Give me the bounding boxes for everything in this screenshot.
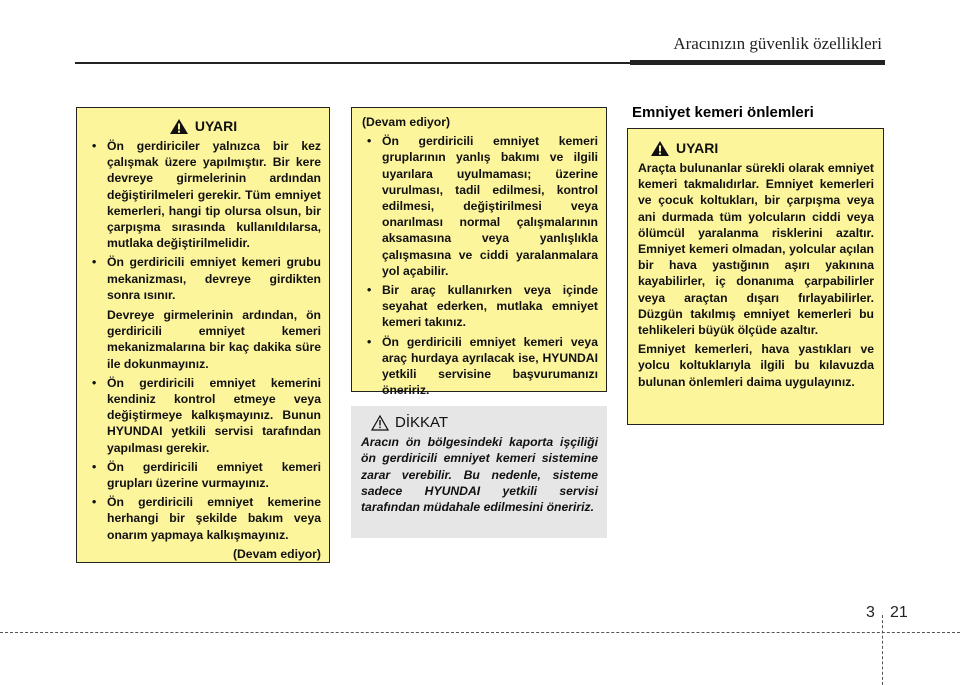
footer-rule: [0, 632, 960, 633]
caution-text: Aracın ön bölgesindeki kaporta işçiliği ön gerdiricili emniyet kemeri sistemine zarar verebilir. Bu nedenle, sisteme sadece HYUNDAI yetkili servisi tarafından müdahale edilmesini öneririz.: [361, 435, 598, 515]
caution-title: DİKKAT: [395, 414, 449, 431]
warning-box-1: [76, 107, 330, 563]
caution-heading: [361, 415, 598, 431]
caution-box: [351, 406, 607, 538]
footer-divider: [882, 615, 883, 685]
list-item: • Bir araç kullanırken veya içinde seyahat ederken, mutlaka emniyet kemeri takınız.: [367, 283, 598, 330]
warning-title: UYARI: [676, 140, 719, 157]
list-item: • Ön gerdiricili emniyet kemerini kendiniz kontrol etmeye veya değiştirmeye kalkışmayınız. Bunun HYUNDAI yetkili servisi tarafından yapılması gerekir.: [92, 375, 321, 455]
list-item: • Ön gerdiricili emniyet kemeri grupları üzerine vurmayınız.: [92, 459, 321, 491]
warning-triangle-icon: [169, 118, 189, 135]
continued-label: (Devam ediyor): [362, 115, 451, 129]
list-item: • Ön gerdiricili emniyet kemeri grubu mekanizması, devreye girdikten sonra ısınır. Devreye girmelerinin ardından, ön gerdiricili emniyet kemeri mekanizmalarına bir kaç dakika süre ile dokunmayınız.: [92, 255, 321, 371]
list-item: • Ön gerdiricili emniyet kemeri veya araç hurdaya ayrılacak ise, HYUNDAI yetkili servisine başvurumanızı öneririz.: [367, 334, 598, 398]
warning-title: UYARI: [194, 118, 238, 135]
list-item-extra: Devreye girmelerinin ardından, ön gerdiricili emniyet kemeri mekanizmalarına bir kaç dakika süre ile dokunmayınız.: [107, 308, 321, 371]
warning-triangle-icon: [650, 140, 670, 157]
warning-paragraph: Emniyet kemerleri, hava yastıkları ve yolcu koltuklarıyla ilgili bu kılavuzda bulunan önlemleri daima uygulayınız.: [638, 342, 874, 389]
warning-heading-3: [638, 140, 874, 157]
list-item: • Ön gerdiricili emniyet kemeri gruplarının yanlış bakımı ve ilgili uyarılara uyulmaması; üzerine vurulması, tadil edilmesi, kontrol edilmesi, değiştirilmesi veya onarılması normal çalışmalarının aksamasına veya yanlışlıkla çalışmasına ve ciddi yaralanmalara yol açabilir.: [367, 134, 598, 278]
list-item: • Ön gerdiricili emniyet kemerine herhangi bir şekilde bakım veya onarım yapmaya kalkışmayınız.: [92, 495, 321, 542]
warning-box-2: [351, 107, 607, 398]
chapter-number: 3: [866, 604, 875, 621]
header-rule-accent: [630, 60, 885, 65]
page-number: 21: [890, 604, 908, 621]
caution-triangle-icon: [371, 415, 389, 431]
list-item: • Ön gerdiriciler yalnızca bir kez çalışmak üzere yapılmıştır. Bir kere devreye girmelerinin ardından değiştirilmeleri gerekir. Tüm emniyet kemerleri, hangi tip olursa olsun, bir çarpışma sırasında kullanıldılarsa, mutlaka değiştirilmelidir.: [92, 139, 321, 251]
header-title: Aracınızın güvenlik özellikleri: [673, 34, 882, 53]
warning-heading-1: [85, 118, 321, 135]
section-heading: Emniyet kemeri önlemleri: [632, 104, 814, 121]
warning-paragraph: Araçta bulunanlar sürekli olarak emniyet kemeri takmalıdırlar. Emniyet kemerleri ve çocuk koltukları, bir çarpışma veya ani durmada tüm yolcuların ciddi veya ölümcül yaralanma risklerini azaltır. Emniyet kemeri olmadan, yolcular açılan bir hava yastığının aşırı yakınına kayabilirler, iç donanıma çarpabilirler veya araçtan dışarı fırlayabilirler. Düzgün takılmış emniyet kemerleri bu tehlikeleri büyük ölçüde azaltır.: [638, 161, 874, 338]
warning-box-3: [627, 128, 884, 425]
continued-label: (Devam ediyor): [232, 546, 321, 561]
